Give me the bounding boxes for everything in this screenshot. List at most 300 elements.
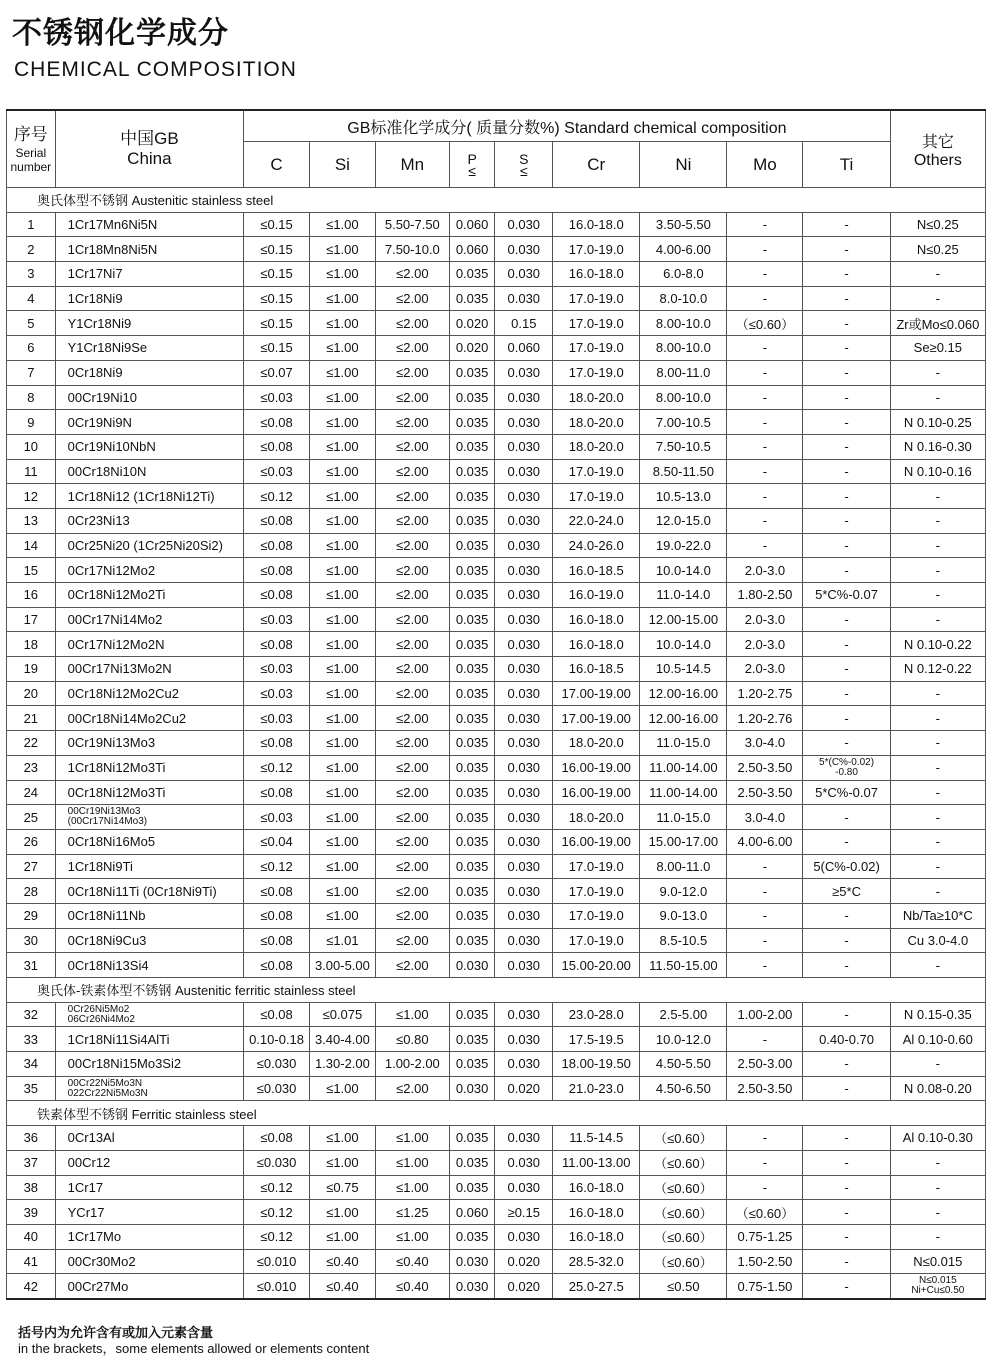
s-cell: 0.030 [495,237,553,262]
others-cell: - [890,780,985,805]
cr-cell: 17.00-19.00 [553,706,640,731]
mo-cell: - [727,262,803,287]
ni-cell: 11.00-14.00 [640,780,727,805]
s-cell: 0.030 [495,533,553,558]
table-row [7,953,986,978]
cr-cell: 17.0-19.0 [553,360,640,385]
table-row [7,731,986,756]
p-cell: 0.035 [449,928,495,953]
mo-cell: - [727,903,803,928]
ti-cell: 5*C%-0.07 [803,583,890,608]
serial-cell: 11 [7,459,56,484]
p-cell: 0.060 [449,1200,495,1225]
p-cell: 0.035 [449,854,495,879]
p-cell: 0.035 [449,1150,495,1175]
others-cell: - [890,706,985,731]
mo-cell: 2.0-3.0 [727,558,803,583]
si-cell: ≤1.00 [309,459,375,484]
mo-cell: - [727,434,803,459]
ti-cell: - [803,385,890,410]
serial-cell: 29 [7,903,56,928]
cr-cell: 24.0-26.0 [553,533,640,558]
table-row [7,237,986,262]
s-cell: 0.030 [495,879,553,904]
ti-cell: - [803,829,890,854]
p-cell: 0.035 [449,632,495,657]
c-cell: ≤0.030 [244,1076,310,1101]
others-cell: Cu 3.0-4.0 [890,928,985,953]
ti-cell: - [803,508,890,533]
others-cell: Al 0.10-0.60 [890,1027,985,1052]
table-row [7,1002,986,1027]
serial-cell: 25 [7,805,56,830]
c-cell: ≤0.12 [244,854,310,879]
section-row [7,978,986,1003]
si-cell: ≤1.00 [309,434,375,459]
grade-cell: 00Cr18Ni14Mo2Cu2 [55,706,243,731]
p-cell: 0.035 [449,410,495,435]
ni-cell: 4.50-5.50 [640,1052,727,1077]
others-cell: - [890,1150,985,1175]
ni-cell: 9.0-12.0 [640,879,727,904]
ti-cell: ≥5*C [803,879,890,904]
cr-cell: 17.0-19.0 [553,928,640,953]
others-cell: - [890,854,985,879]
grade-cell: 1Cr18Ni11Si4AlTi [55,1027,243,1052]
cr-cell: 15.00-20.00 [553,953,640,978]
grade-cell: 0Cr18Ni12Mo3Ti [55,780,243,805]
mn-cell: ≤2.00 [375,459,449,484]
cr-cell: 18.0-20.0 [553,385,640,410]
table-row [7,558,986,583]
p-cell: 0.030 [449,1274,495,1299]
c-cell: ≤0.15 [244,212,310,237]
grade-cell: 0Cr19Ni9N [55,410,243,435]
p-cell: 0.035 [449,533,495,558]
others-cell: - [890,805,985,830]
cr-cell: 17.5-19.5 [553,1027,640,1052]
grade-cell: Y1Cr18Ni9Se [55,336,243,361]
mn-cell: ≤2.00 [375,385,449,410]
s-cell: 0.030 [495,360,553,385]
grade-cell: 0Cr18Ni12Mo2Ti [55,583,243,608]
others-cell: - [890,1175,985,1200]
p-cell: 0.035 [449,1052,495,1077]
others-cell: - [890,360,985,385]
serial-cell: 40 [7,1224,56,1249]
si-cell: ≤1.00 [309,731,375,756]
ti-cell: 0.40-0.70 [803,1027,890,1052]
others-cell: N 0.10-0.22 [890,632,985,657]
ni-cell: ≤0.50 [640,1274,727,1299]
s-cell: 0.030 [495,385,553,410]
grade-cell: 00Cr17Ni13Mo2N [55,657,243,682]
mo-cell: - [727,212,803,237]
si-cell: ≤0.40 [309,1249,375,1274]
serial-cell: 31 [7,953,56,978]
ni-cell: 10.0-14.0 [640,632,727,657]
group-header: GB标准化学成分( 质量分数%) Standard chemical composition [244,110,891,142]
table-row [7,508,986,533]
ti-cell: - [803,1200,890,1225]
mn-cell: ≤2.00 [375,1076,449,1101]
section-row [7,188,986,213]
si-cell: ≤0.75 [309,1175,375,1200]
cr-cell: 16.0-18.5 [553,558,640,583]
mn-cell: ≤1.25 [375,1200,449,1225]
cr-cell: 18.0-20.0 [553,410,640,435]
mo-cell: 2.50-3.00 [727,1052,803,1077]
ni-cell: 11.0-15.0 [640,805,727,830]
mo-cell: 0.75-1.50 [727,1274,803,1299]
s-cell: 0.030 [495,583,553,608]
mn-cell: ≤0.40 [375,1249,449,1274]
p-cell: 0.035 [449,879,495,904]
ti-cell: - [803,1175,890,1200]
section-spacer [449,188,985,213]
ti-cell: - [803,805,890,830]
others-cell: - [890,607,985,632]
p-cell: 0.035 [449,1175,495,1200]
ni-cell: 8.00-10.0 [640,385,727,410]
mo-cell: - [727,237,803,262]
ni-header: Ni [640,142,727,188]
s-cell: 0.030 [495,1175,553,1200]
mn-cell: ≤2.00 [375,410,449,435]
cr-cell: 17.0-19.0 [553,286,640,311]
ti-cell: - [803,928,890,953]
table-row [7,1249,986,1274]
ni-cell: 12.00-15.00 [640,607,727,632]
cr-cell: 17.0-19.0 [553,237,640,262]
serial-cell: 5 [7,311,56,336]
others-cell: - [890,755,985,780]
mn-cell: ≤2.00 [375,879,449,904]
c-cell: ≤0.15 [244,336,310,361]
s-cell: 0.030 [495,755,553,780]
mo-cell: 1.00-2.00 [727,1002,803,1027]
cr-cell: 18.0-20.0 [553,434,640,459]
p-cell: 0.035 [449,1002,495,1027]
si-cell: ≤1.00 [309,1126,375,1151]
mo-cell: 3.0-4.0 [727,731,803,756]
si-cell: ≤1.00 [309,1200,375,1225]
mo-cell: 2.50-3.50 [727,755,803,780]
ti-cell: 5*(C%-0.02) -0.80 [803,755,890,780]
p-cell: 0.030 [449,1076,495,1101]
p-cell: 0.035 [449,829,495,854]
ti-cell: - [803,1126,890,1151]
mo-cell: - [727,410,803,435]
c-cell: ≤0.12 [244,1224,310,1249]
si-cell: ≤1.00 [309,237,375,262]
ni-cell: 8.00-10.0 [640,336,727,361]
ti-cell: - [803,1274,890,1299]
serial-cell: 32 [7,1002,56,1027]
mo-cell: - [727,1175,803,1200]
c-header: C [244,142,310,188]
si-cell: ≤1.00 [309,533,375,558]
mo-cell: - [727,360,803,385]
cr-cell: 17.0-19.0 [553,879,640,904]
mn-cell: ≤1.00 [375,1224,449,1249]
mn-cell: ≤2.00 [375,583,449,608]
cr-cell: 16.00-19.00 [553,780,640,805]
si-cell: ≤1.00 [309,755,375,780]
p-cell: 0.035 [449,731,495,756]
serial-cell: 8 [7,385,56,410]
ni-cell: （≤0.60） [640,1200,727,1225]
ti-cell: - [803,434,890,459]
s-cell: 0.030 [495,484,553,509]
mn-cell: ≤2.00 [375,607,449,632]
others-cell: N≤0.25 [890,212,985,237]
section-spacer [449,978,985,1003]
table-row [7,1126,986,1151]
si-cell: ≤1.00 [309,780,375,805]
cr-cell: 16.0-18.0 [553,632,640,657]
mn-cell: ≤2.00 [375,360,449,385]
others-cell: - [890,1224,985,1249]
mo-cell: - [727,508,803,533]
s-cell: 0.020 [495,1076,553,1101]
mo-cell: - [727,385,803,410]
mo-cell: 2.0-3.0 [727,607,803,632]
grade-cell: 1Cr18Ni9 [55,286,243,311]
serial-cell: 38 [7,1175,56,1200]
c-cell: ≤0.08 [244,903,310,928]
grade-cell: 0Cr18Ni9Cu3 [55,928,243,953]
s-cell: 0.020 [495,1274,553,1299]
cr-cell: 18.0-20.0 [553,731,640,756]
others-cell: - [890,681,985,706]
ti-cell: - [803,336,890,361]
page-title: 不锈钢化学成分 [12,16,229,51]
si-cell: ≤1.00 [309,508,375,533]
p-cell: 0.035 [449,459,495,484]
s-cell: 0.030 [495,434,553,459]
c-cell: ≤0.12 [244,484,310,509]
table-row [7,262,986,287]
mo-header: Mo [727,142,803,188]
grade-cell: 0Cr17Ni12Mo2N [55,632,243,657]
ni-cell: 19.0-22.0 [640,533,727,558]
others-cell: Se≥0.15 [890,336,985,361]
ni-cell: 8.00-11.0 [640,854,727,879]
cr-cell: 18.00-19.50 [553,1052,640,1077]
others-cell: - [890,829,985,854]
china-header: 中国GB China [55,110,243,188]
mo-cell: 2.50-3.50 [727,1076,803,1101]
table-row [7,533,986,558]
s-cell: 0.030 [495,1224,553,1249]
mn-cell: ≤2.00 [375,681,449,706]
cr-cell: 16.0-18.0 [553,262,640,287]
c-cell: ≤0.08 [244,558,310,583]
ti-cell: - [803,657,890,682]
cr-cell: 16.0-19.0 [553,583,640,608]
serial-cell: 35 [7,1076,56,1101]
ti-cell: - [803,1002,890,1027]
grade-cell: 0Cr18Ni12Mo2Cu2 [55,681,243,706]
c-cell: ≤0.010 [244,1274,310,1299]
ti-cell: - [803,903,890,928]
ni-cell: 8.0-10.0 [640,286,727,311]
grade-cell: 00Cr19Ni13Mo3 (00Cr17Ni14Mo3) [55,805,243,830]
ti-cell: - [803,1150,890,1175]
cr-cell: 17.0-19.0 [553,484,640,509]
ni-cell: 11.0-15.0 [640,731,727,756]
mo-cell: 1.20-2.76 [727,706,803,731]
p-cell: 0.035 [449,434,495,459]
si-cell: ≤1.00 [309,311,375,336]
others-cell: - [890,508,985,533]
p-cell: 0.035 [449,1224,495,1249]
table-row [7,484,986,509]
mn-cell: ≤2.00 [375,953,449,978]
p-cell: 0.035 [449,385,495,410]
cr-cell: 11.00-13.00 [553,1150,640,1175]
s-cell: 0.030 [495,829,553,854]
c-cell: ≤0.15 [244,237,310,262]
others-cell: N 0.12-0.22 [890,657,985,682]
si-cell: ≤1.00 [309,262,375,287]
c-cell: ≤0.12 [244,755,310,780]
p-cell: 0.020 [449,311,495,336]
mn-cell: ≤2.00 [375,632,449,657]
grade-cell: 0Cr18Ni13Si4 [55,953,243,978]
ni-cell: 10.0-12.0 [640,1027,727,1052]
ni-cell: 11.50-15.00 [640,953,727,978]
s-cell: 0.030 [495,607,553,632]
c-cell: ≤0.08 [244,434,310,459]
grade-cell: 0Cr18Ni9 [55,360,243,385]
serial-cell: 14 [7,533,56,558]
mo-cell: - [727,1027,803,1052]
cr-cell: 21.0-23.0 [553,1076,640,1101]
grade-cell: 0Cr18Ni11Nb [55,903,243,928]
mn-cell: ≤2.00 [375,731,449,756]
table-row [7,879,986,904]
section-spacer [449,1101,985,1126]
cr-cell: 16.0-18.0 [553,607,640,632]
ni-cell: （≤0.60） [640,1150,727,1175]
table-row [7,755,986,780]
serial-cell: 15 [7,558,56,583]
ti-cell: - [803,731,890,756]
s-cell: 0.030 [495,459,553,484]
ni-cell: 7.50-10.5 [640,434,727,459]
grade-cell: 1Cr17Mn6Ni5N [55,212,243,237]
serial-cell: 27 [7,854,56,879]
ti-cell: - [803,706,890,731]
grade-cell: YCr17 [55,1200,243,1225]
footnote-cn: 括号内为允许含有或加入元素含量 [18,1325,214,1340]
serial-cell: 22 [7,731,56,756]
s-cell: 0.030 [495,558,553,583]
ti-cell: - [803,237,890,262]
ni-cell: 9.0-13.0 [640,903,727,928]
table-row [7,360,986,385]
serial-cell: 34 [7,1052,56,1077]
s-cell: 0.030 [495,508,553,533]
serial-cell: 23 [7,755,56,780]
si-cell: ≤1.00 [309,632,375,657]
cr-cell: 16.00-19.00 [553,829,640,854]
serial-cell: 17 [7,607,56,632]
others-cell: N 0.08-0.20 [890,1076,985,1101]
mn-cell: ≤0.80 [375,1027,449,1052]
serial-cell: 41 [7,1249,56,1274]
p-cell: 0.035 [449,1126,495,1151]
c-cell: ≤0.08 [244,1002,310,1027]
c-cell: ≤0.03 [244,385,310,410]
c-cell: ≤0.12 [244,1175,310,1200]
table-row [7,903,986,928]
mn-cell: ≤2.00 [375,657,449,682]
table-row [7,1076,986,1101]
ni-cell: 10.5-14.5 [640,657,727,682]
p-cell: 0.035 [449,1027,495,1052]
s-cell: 0.030 [495,262,553,287]
serial-cell: 24 [7,780,56,805]
grade-cell: 0Cr19Ni13Mo3 [55,731,243,756]
grade-cell: 00Cr12 [55,1150,243,1175]
c-cell: ≤0.15 [244,262,310,287]
s-cell: 0.030 [495,805,553,830]
others-cell: N 0.16-0.30 [890,434,985,459]
serial-cell: 33 [7,1027,56,1052]
mo-cell: 3.0-4.0 [727,805,803,830]
mn-cell: ≤2.00 [375,706,449,731]
p-cell: 0.035 [449,508,495,533]
cr-cell: 17.0-19.0 [553,903,640,928]
c-cell: ≤0.03 [244,657,310,682]
others-cell: - [890,385,985,410]
p-cell: 0.035 [449,903,495,928]
cr-cell: 16.0-18.0 [553,1224,640,1249]
table-row [7,286,986,311]
c-cell: ≤0.03 [244,681,310,706]
si-header: Si [309,142,375,188]
serial-cell: 18 [7,632,56,657]
ni-cell: 4.00-6.00 [640,237,727,262]
footnote-en: in the brackets，some elements allowed or elements content [18,1341,370,1356]
grade-cell: 00Cr17Ni14Mo2 [55,607,243,632]
composition-table [6,109,986,1300]
serial-cell: 1 [7,212,56,237]
p-header: P ≤ [449,142,495,188]
c-cell: ≤0.03 [244,607,310,632]
ni-cell: （≤0.60） [640,1224,727,1249]
c-cell: ≤0.08 [244,533,310,558]
c-cell: ≤0.08 [244,1126,310,1151]
table-row [7,632,986,657]
others-cell: - [890,953,985,978]
table-row [7,459,986,484]
grade-cell: 1Cr18Mn8Ni5N [55,237,243,262]
serial-cell: 16 [7,583,56,608]
p-cell: 0.035 [449,558,495,583]
ti-cell: - [803,681,890,706]
si-cell: ≤1.00 [309,1150,375,1175]
si-cell: ≤1.00 [309,829,375,854]
others-cell: - [890,533,985,558]
grade-cell: 00Cr19Ni10 [55,385,243,410]
s-cell: 0.030 [495,903,553,928]
ti-cell: - [803,1224,890,1249]
others-header: 其它 Others [890,110,985,188]
